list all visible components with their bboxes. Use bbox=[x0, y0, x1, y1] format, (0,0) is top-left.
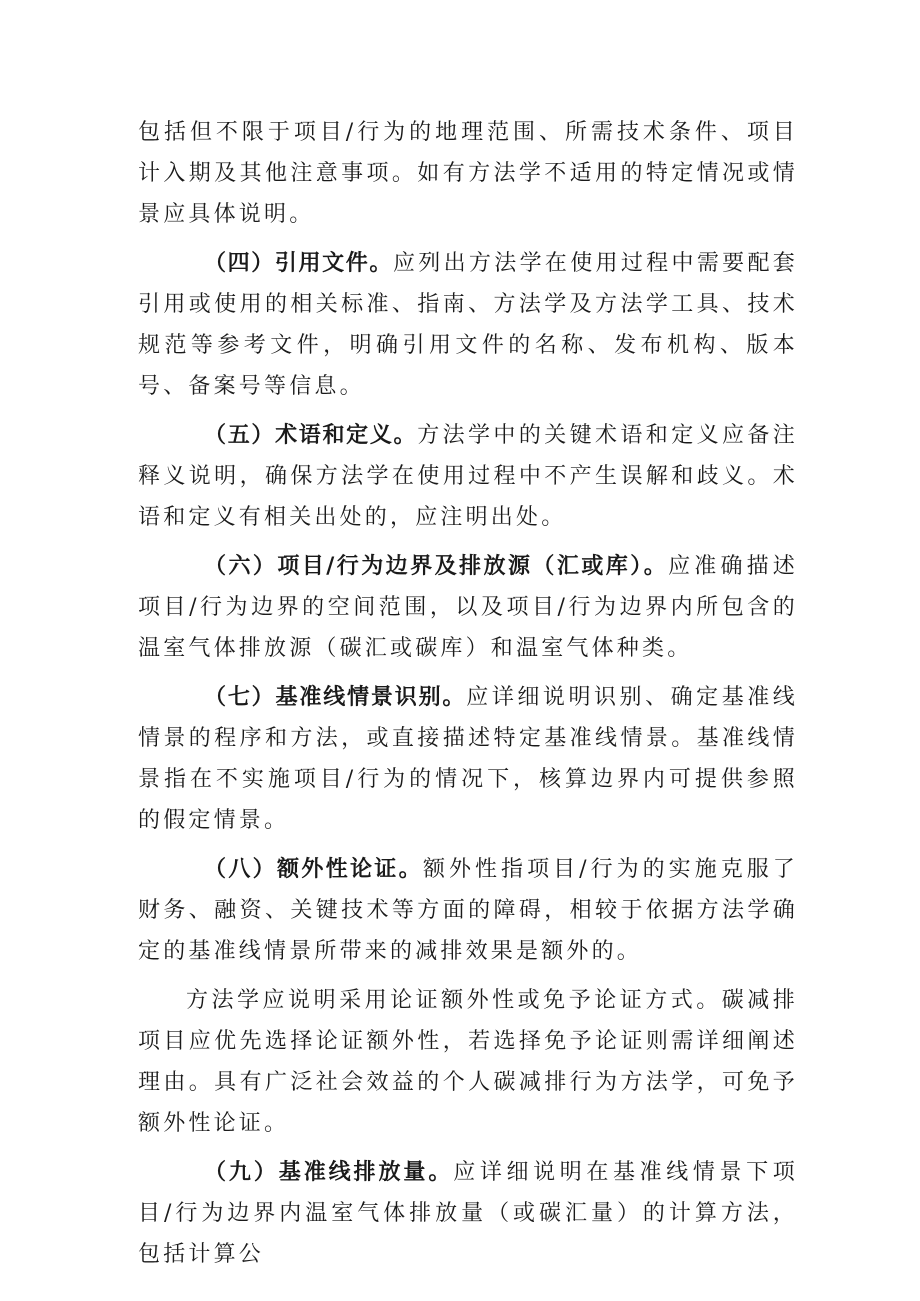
paragraph-text: 方法学中的关键术语和定义应备注释义说明，确保方法学在使用过程中不产生误解和歧义。术语和定义有相关出处的，应注明出处。 bbox=[138, 423, 798, 530]
paragraph-referenced-documents bbox=[138, 243, 798, 407]
section-heading-5: （五）术语和定义。 bbox=[204, 423, 418, 448]
paragraph-baseline-emissions bbox=[138, 1152, 798, 1275]
paragraph-text: 包括但不限于项目/行为的地理范围、所需技术条件、项目计入期及其他注意事项。如有方法学不适用的特定情况或情景应具体说明。 bbox=[138, 120, 798, 227]
section-heading-7: （七）基准线情景识别。 bbox=[204, 685, 467, 710]
paragraph-text: 额外性指项目/行为的实施克服了财务、融资、关键技术等方面的障碍，相较于依据方法学确定的基准线情景所带来的减排效果是额外的。 bbox=[138, 857, 798, 964]
paragraph-text: 应准确描述项目/行为边界的空间范围，以及项目/行为边界内所包含的温室气体排放源（碳汇或碳库）和温室气体种类。 bbox=[138, 554, 798, 661]
paragraph-baseline-identification bbox=[138, 677, 798, 841]
paragraph-terms-definitions bbox=[138, 415, 798, 538]
paragraph-text: 方法学应说明采用论证额外性或免予论证方式。碳减排项目应优先选择论证额外性，若选择免予论证则需详细阐述理由。具有广泛社会效益的个人碳减排行为方法学，可免予额外性论证。 bbox=[138, 988, 798, 1136]
paragraph-additionality bbox=[138, 849, 798, 972]
paragraph-additionality-method bbox=[138, 980, 798, 1144]
document-page bbox=[138, 112, 798, 1275]
section-heading-6: （六）项目/行为边界及排放源（汇或库）。 bbox=[204, 554, 669, 579]
section-heading-8: （八）额外性论证。 bbox=[204, 857, 423, 882]
paragraph-text: 应详细说明识别、确定基准线情景的程序和方法，或直接描述特定基准线情景。基准线情景指在不实施项目/行为的情况下，核算边界内可提供参照的假定情景。 bbox=[138, 685, 798, 833]
paragraph-applicability-continued bbox=[138, 112, 798, 235]
paragraph-text: 应列出方法学在使用过程中需要配套引用或使用的相关标准、指南、方法学及方法学工具、技术规范等参考文件，明确引用文件的名称、发布机构、版本号、备案号等信息。 bbox=[138, 251, 798, 399]
section-heading-4: （四）引用文件。 bbox=[204, 251, 393, 276]
paragraph-text: 应详细说明在基准线情景下项目/行为边界内温室气体排放量（或碳汇量）的计算方法，包括计算公 bbox=[138, 1160, 798, 1267]
section-heading-9: （九）基准线排放量。 bbox=[204, 1160, 454, 1185]
paragraph-project-boundary bbox=[138, 546, 798, 669]
